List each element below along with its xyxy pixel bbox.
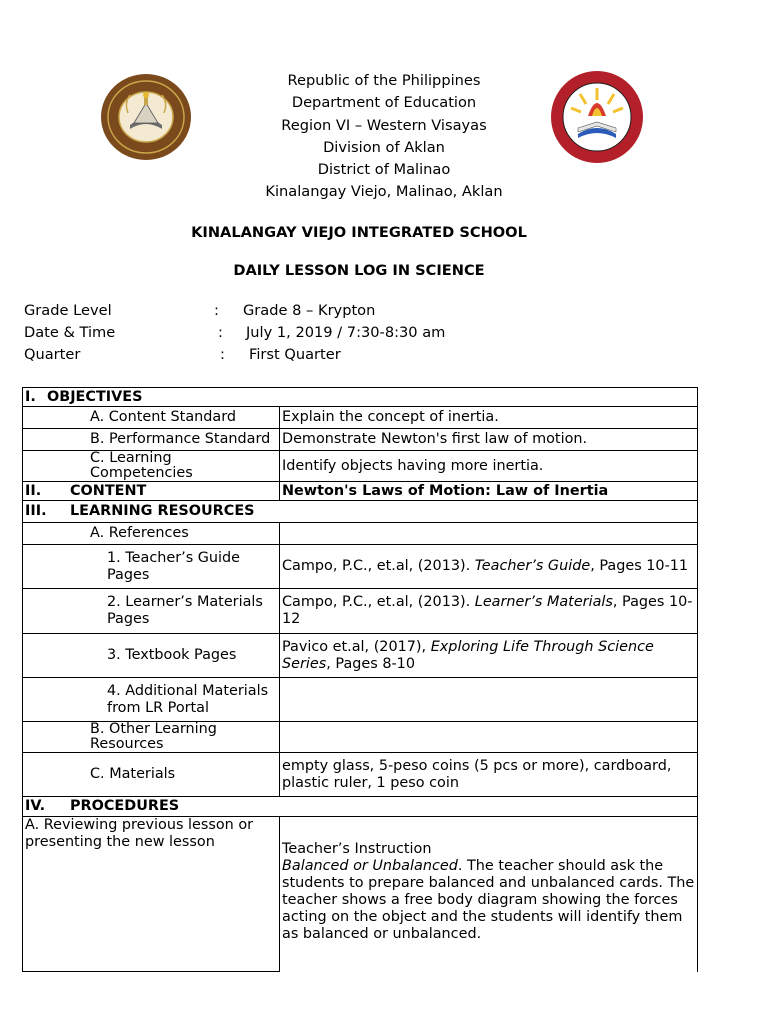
learning-competencies-label: C. Learning Competencies [23,451,280,482]
content-standard-value: Explain the concept of inertia. [280,407,698,429]
textbook-pages-label: 3. Textbook Pages [23,634,280,678]
additional-materials-value [280,678,698,722]
school-name: KINALANGAY VIEJO INTEGRATED SCHOOL [191,224,527,241]
quarter-value: First Quarter [249,346,341,363]
table-row [23,429,698,451]
table-row [23,451,698,482]
table-row [23,545,698,589]
header-republic: Republic of the Philippines [287,72,481,89]
date-label: Date & Time [24,324,116,341]
date-colon: : [218,324,223,341]
objectives-header: I. OBJECTIVES [23,388,698,407]
teachers-guide-value: Campo, P.C., et.al, (2013). Teacher’s Guide, Pages 10-11 [280,545,698,589]
other-resources-label: B. Other Learning Resources [23,722,280,753]
other-resources-value [280,722,698,753]
header-region: Region VI – Western Visayas [281,116,487,134]
review-lesson-label: A. Reviewing previous lesson or presenting the new lesson [23,817,280,972]
references-label: A. References [23,523,280,545]
lesson-log-table [22,387,698,972]
references-value [280,523,698,545]
instruction-body: Balanced or Unbalanced. The teacher should ask the students to prepare balanced and unbalanced cards. The teacher shows a free body diagram showing the forces acting on the object and the students will identify them as balanced or unbalanced. [282,858,695,942]
content-value: Newton's Laws of Motion: Law of Inertia [280,482,698,501]
teachers-guide-label: 1. Teacher’s Guide Pages [23,545,280,589]
quarter-label: Quarter [24,346,81,363]
table-row [23,589,698,634]
table-row [23,817,698,972]
header-department: Department of Education [291,94,477,112]
learners-materials-value: Campo, P.C., et.al, (2013). Learner’s Materials, Pages 10-12 [280,589,698,634]
table-row [23,753,698,797]
content-header: II. CONTENT [23,482,280,501]
table-row [23,722,698,753]
header-block [0,70,768,204]
performance-standard-label: B. Performance Standard [23,429,280,451]
learners-materials-label: 2. Learner’s Materials Pages [23,589,280,634]
document-title: DAILY LESSON LOG IN SCIENCE [233,262,485,279]
table-row [23,523,698,545]
grade-value: Grade 8 – Krypton [243,302,376,319]
table-row [23,634,698,678]
content-standard-label: A. Content Standard [23,407,280,429]
grade-colon: : [214,302,219,319]
date-value: July 1, 2019 / 7:30-8:30 am [246,324,446,341]
materials-label: C. Materials [23,753,280,797]
additional-materials-label: 4. Additional Materials from LR Portal [23,678,280,722]
table-row [23,388,698,407]
grade-label: Grade Level [24,302,112,319]
learning-competencies-value: Identify objects having more inertia. [280,451,698,482]
table-row [23,501,698,523]
textbook-pages-value: Pavico et.al, (2017), Exploring Life Through Science Series, Pages 8-10 [280,634,698,678]
procedures-header: IV. PROCEDURES [23,797,698,817]
header-division: Division of Aklan [323,138,445,156]
instruction-heading: Teacher’s Instruction [282,841,432,857]
header-district: District of Malinao [317,161,451,179]
table-row [23,797,698,817]
materials-value: empty glass, 5-peso coins (5 pcs or more), cardboard, plastic ruler, 1 peso coin [280,753,698,797]
table-row [23,678,698,722]
learning-resources-header: III. LEARNING RESOURCES [23,501,698,523]
header-address: Kinalangay Viejo, Malinao, Aklan [265,183,503,201]
performance-standard-value: Demonstrate Newton's first law of motion. [280,429,698,451]
quarter-colon: : [220,346,225,363]
table-row [23,407,698,429]
review-lesson-value [280,817,698,972]
table-row [23,482,698,501]
